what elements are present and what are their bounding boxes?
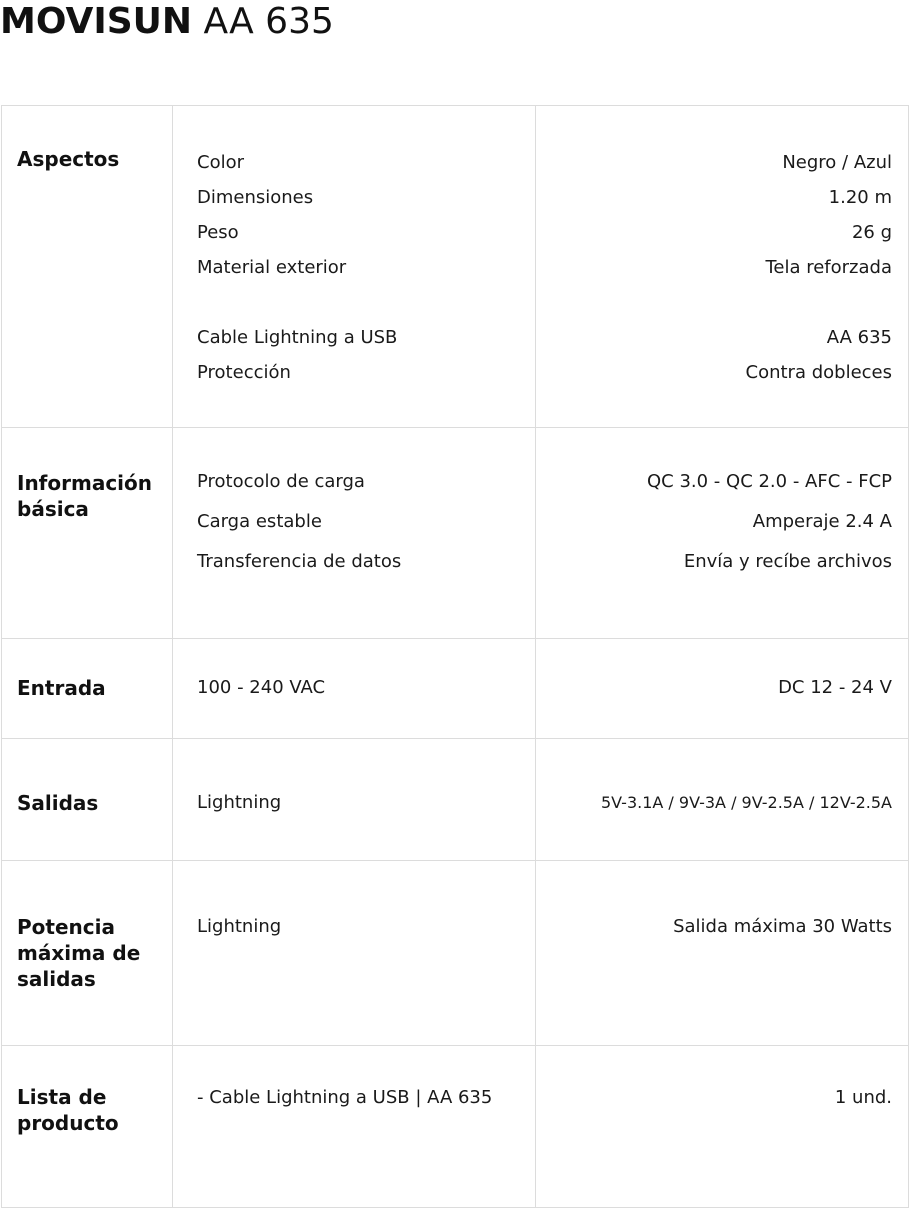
section-heading: Lista de producto <box>17 1085 119 1135</box>
label-cell <box>173 861 536 1046</box>
spec-label: Protocolo de carga <box>197 471 365 492</box>
spec-value: Negro / Azul <box>782 152 892 173</box>
spec-label: - Cable Lightning a USB | AA 635 <box>197 1087 493 1108</box>
value-cell <box>536 739 909 861</box>
spec-label: 100 - 240 VAC <box>197 677 326 698</box>
value-cell <box>536 1046 909 1208</box>
label-cell <box>173 639 536 739</box>
spec-value: 1 und. <box>834 1087 892 1108</box>
section-heading-cell <box>2 739 173 861</box>
spec-table <box>1 105 909 1208</box>
section-heading-cell <box>2 639 173 739</box>
spec-row-lista-de-producto <box>2 1046 909 1208</box>
section-heading: Salidas <box>17 791 99 815</box>
value-cell <box>536 428 909 639</box>
section-heading-cell <box>2 1046 173 1208</box>
spec-row-entrada <box>2 639 909 739</box>
label-cell <box>173 106 536 428</box>
section-heading-cell <box>2 861 173 1046</box>
spec-row-potencia-maxima <box>2 861 909 1046</box>
label-cell <box>173 428 536 639</box>
section-heading-cell <box>2 428 173 639</box>
spec-row-aspectos <box>2 106 909 428</box>
spec-value: QC 3.0 - QC 2.0 - AFC - FCP <box>647 471 892 492</box>
spec-value: 1.20 m <box>828 187 892 208</box>
section-heading: Entrada <box>17 676 106 700</box>
spec-value: AA 635 <box>826 327 892 348</box>
spec-value: 5V-3.1A / 9V-3A / 9V-2.5A / 12V-2.5A <box>600 793 892 812</box>
spec-label: Dimensiones <box>197 187 314 208</box>
spec-label: Cable Lightning a USB <box>197 327 398 348</box>
value-cell <box>536 639 909 739</box>
spec-label: Color <box>197 152 244 173</box>
value-cell <box>536 861 909 1046</box>
section-heading: Potencia máxima de salidas <box>17 915 141 991</box>
spec-value: Salida máxima 30 Watts <box>673 916 892 937</box>
spec-value: DC 12 - 24 V <box>778 677 892 698</box>
page-title <box>0 0 334 44</box>
spec-label: Lightning <box>197 792 282 813</box>
section-heading: Información básica <box>17 471 153 521</box>
spec-label: Carga estable <box>197 511 322 532</box>
spec-label: Material exterior <box>197 257 347 278</box>
spec-value: Tela reforzada <box>765 257 892 278</box>
spec-label: Peso <box>197 222 239 243</box>
spec-label: Transferencia de datos <box>197 551 402 572</box>
section-heading: Aspectos <box>17 147 120 171</box>
label-cell <box>173 739 536 861</box>
spec-row-salidas <box>2 739 909 861</box>
model-name: AA 635 <box>203 1 334 42</box>
label-cell <box>173 1046 536 1208</box>
section-heading-cell <box>2 106 173 428</box>
brand-name: MOVISUN <box>0 1 193 42</box>
spec-value: Contra dobleces <box>745 362 892 383</box>
spec-value: 26 g <box>851 222 892 243</box>
spec-value: Envía y recíbe archivos <box>683 551 892 572</box>
spec-label: Protección <box>197 362 291 383</box>
spec-value: Amperaje 2.4 A <box>752 511 892 532</box>
spec-label: Lightning <box>197 916 282 937</box>
spec-row-informacion-basica <box>2 428 909 639</box>
value-cell <box>536 106 909 428</box>
